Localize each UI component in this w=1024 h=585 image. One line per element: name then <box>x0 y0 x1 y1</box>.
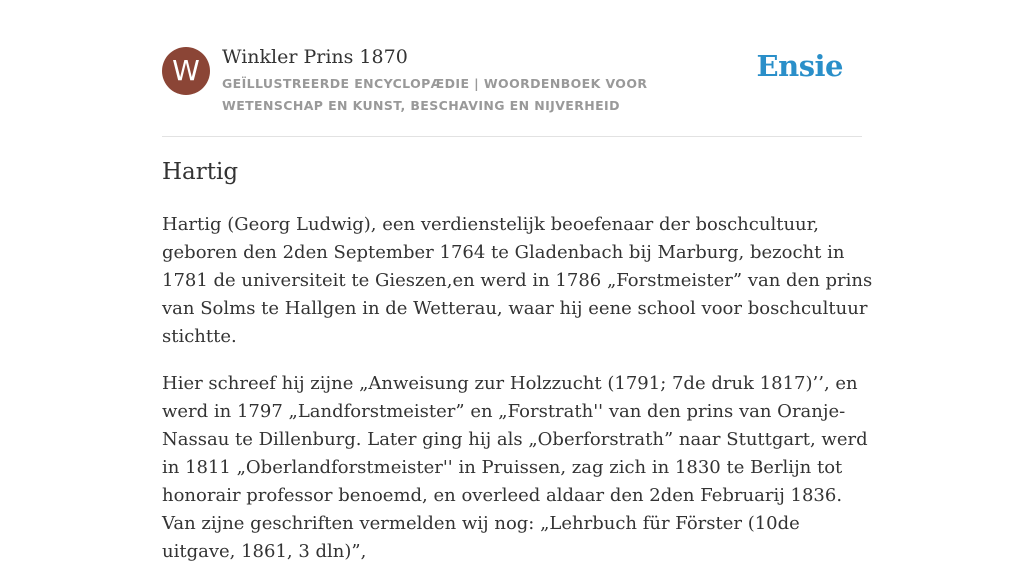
article-body <box>162 211 874 585</box>
source-avatar[interactable]: W <box>162 47 210 95</box>
source-subtitle: GEÏLLUSTREERDE ENCYCLOPÆDIE | WOORDENBOEK VOOR WETENSCHAP EN KUNST, BESCHAVING EN NIJVERHEID <box>222 76 648 113</box>
article-paragraph: Hier schreef hij zijne „Anweisung zur Holzzucht (1791; 7de druk 1817)’’, en werd in 1797 „Landforstmeister” en „Forstrath'' van den prins van Oranje-Nassau te Dillenburg. Later ging hij als „Oberforstrath” naar Stuttgart, werd in 1811 „Oberlandforstmeister'' in Pruissen, zag zich in 1830 te Berlijn tot honorair professor benoemd, en overleed aldaar den 2den Februarij 1836. Van zijne geschriften vermelden wij nog: „Lehrbuch für Förster (10de uitgave, 1861, 3 dln)”, <box>162 373 868 562</box>
article-title: Hartig <box>162 159 239 185</box>
source-title[interactable]: Winkler Prins 1870 <box>222 46 408 68</box>
source-header <box>162 44 862 137</box>
ensie-logo[interactable]: Ensie <box>756 49 843 83</box>
article-paragraph: Hartig (Georg Ludwig), een verdienstelijk beoefenaar der boschcultuur, geboren den 2den September 1764 te Gladenbach bij Marburg, bezocht in 1781 de universiteit te Gieszen,en werd in 1786 „Forstmeister” van den prins van Solms te Hallgen in de Wetterau, waar hij eene school voor boschcultuur stichtte. <box>162 214 873 347</box>
